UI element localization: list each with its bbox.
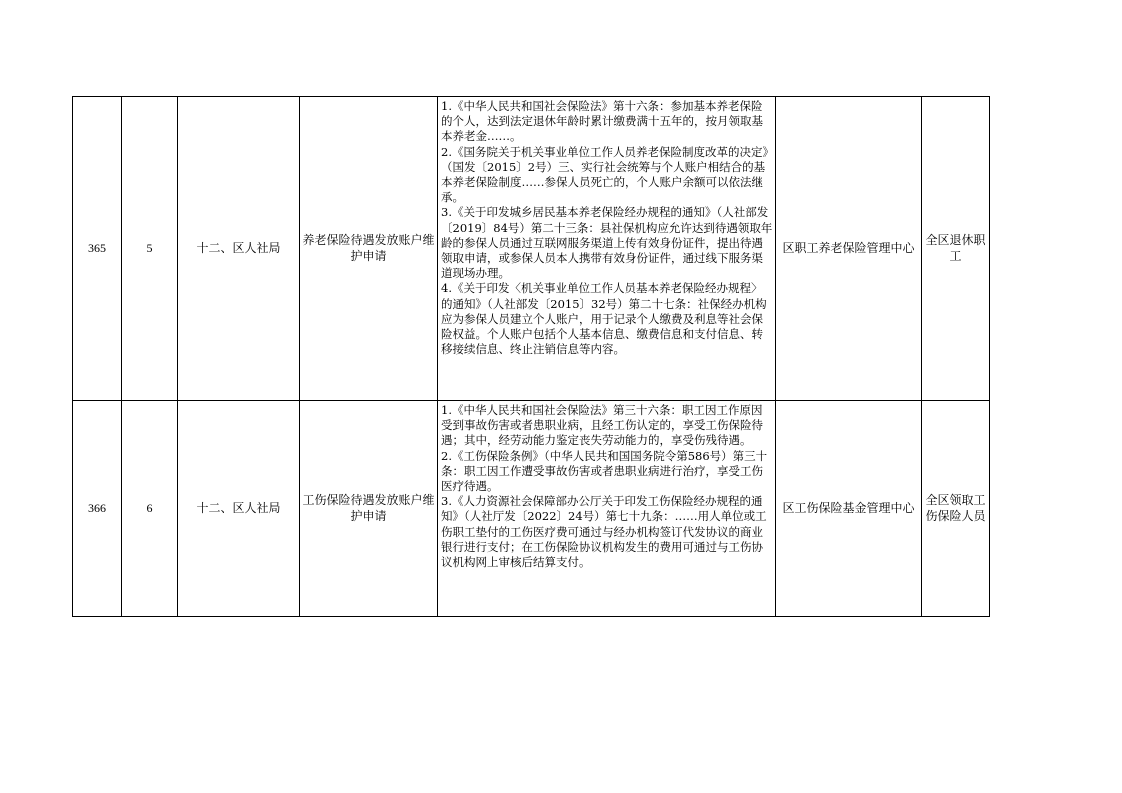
legal-basis-paragraph: 1.《中华人民共和国社会保险法》第三十六条：职工因工作原因受到事故伤害或者患职业病，且经工伤认定的，享受工伤保险待遇；其中，经劳动能力鉴定丧失劳动能力的，享受伤残待遇。 [441,403,763,448]
legal-basis-paragraph: 2.《工伤保险条例》（中华人民共和国国务院令第586号）第三十条：职工因工作遭受事故伤害或者患职业病进行治疗，享受工伤医疗待遇。 [441,448,768,494]
row-sequence-number: 365 [73,97,122,401]
department-cell: 十二、区人社局 [178,401,300,617]
table-row [73,97,990,401]
department-cell: 十二、区人社局 [178,97,300,401]
legal-basis-cell [438,401,776,617]
table-row [73,401,990,617]
row-sub-sequence-number: 6 [122,401,178,617]
row-sub-sequence-number: 5 [122,97,178,401]
legal-basis-cell [438,97,776,401]
row-sequence-number: 366 [73,401,122,617]
service-target-cell: 全区退休职工 [922,97,990,401]
service-items-table [72,96,990,617]
legal-basis-paragraph: 1.《中华人民共和国社会保险法》第十六条：参加基本养老保险的个人，达到法定退休年龄时累计缴费满十五年的，按月领取基本养老金……。 [441,99,763,144]
legal-basis-paragraph: 3.《人力资源社会保障部办公厅关于印发工伤保险经办规程的通知》（人社厅发〔2022〕24号）第七十九条：……用人单位或工伤职工垫付的工伤医疗费可通过与经办机构签订代发协议的商业银行进行支付；在工伤保险协议机构发生的费用可通过与工伤协议机构网上审核后结算支付。 [441,494,767,570]
item-name-cell: 养老保险待遇发放账户维护申请 [300,97,438,401]
item-name-cell: 工伤保险待遇发放账户维护申请 [300,401,438,617]
legal-basis-paragraph: 3.《关于印发城乡居民基本养老保险经办规程的通知》（人社部发〔2019〕84号）第二十三条：县社保机构应允许达到待遇领取年龄的参保人员通过互联网服务渠道上传有效身份证件，提出待遇领取申请，或参保人员本人携带有效身份证件，通过线下服务渠道现场办理。 [441,205,773,281]
handling-agency-cell: 区工伤保险基金管理中心 [776,401,922,617]
handling-agency-cell: 区职工养老保险管理中心 [776,97,922,401]
legal-basis-paragraph: 2.《国务院关于机关事业单位工作人员养老保险制度改革的决定》（国发〔2015〕2号）三、实行社会统筹与个人账户相结合的基本养老保险制度……参保人员死亡的，个人账户余额可以依法继承。 [441,144,769,205]
service-target-cell: 全区领取工伤保险人员 [922,401,990,617]
legal-basis-paragraph: 4.《关于印发〈机关事业单位工作人员基本养老保险经办规程〉的通知》（人社部发〔2015〕32号）第二十七条：社保经办机构应为参保人员建立个人账户，用于记录个人缴费及利息等社会保险权益。个人账户包括个人基本信息、缴费信息和支付信息、转移接续信息、终止注销信息等内容。 [441,281,767,357]
